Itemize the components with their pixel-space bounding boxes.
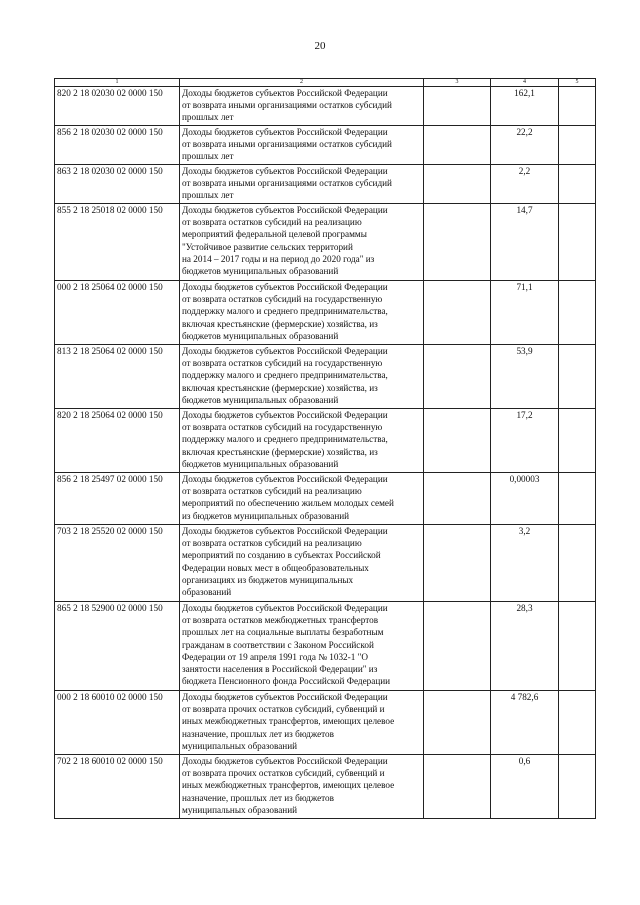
table-body (55, 87, 596, 819)
column-3-cell (424, 281, 491, 345)
column-5-cell (559, 755, 596, 819)
column-5-cell (559, 204, 596, 281)
column-header-1: 1 (55, 79, 180, 87)
description-cell: Доходы бюджетов субъектов Российской Федерации от возврата остатков субсидий на реализацию мероприятий по обеспечению жильем молодых семей из бюджетов муниципальных образований (180, 473, 424, 525)
description-cell: Доходы бюджетов субъектов Российской Федерации от возврата иными организациями остатков субсидий прошлых лет (180, 126, 424, 165)
description-cell: Доходы бюджетов субъектов Российской Федерации от возврата иными организациями остатков субсидий прошлых лет (180, 87, 424, 126)
column-3-cell (424, 602, 491, 691)
table-row (55, 87, 596, 126)
column-5-cell (559, 691, 596, 755)
column-5-cell (559, 281, 596, 345)
code-cell: 856 2 18 02030 02 0000 150 (55, 126, 180, 165)
column-5-cell (559, 126, 596, 165)
table-row (55, 409, 596, 473)
value-cell: 0,00003 (491, 473, 559, 525)
column-3-cell (424, 126, 491, 165)
column-3-cell (424, 409, 491, 473)
column-3-cell (424, 87, 491, 126)
description-cell: Доходы бюджетов субъектов Российской Федерации от возврата прочих остатков субсидий, субвенций и иных межбюджетных трансфертов, имеющих целевое назначение, прошлых лет из бюджетов муниципальных образований (180, 691, 424, 755)
column-5-cell (559, 165, 596, 204)
description-cell: Доходы бюджетов субъектов Российской Федерации от возврата остатков субсидий на государственную поддержку малого и среднего предпринимательства, включая крестьянские (фермерские) хозяйства, из бюджетов муниципальных образований (180, 409, 424, 473)
value-cell: 3,2 (491, 525, 559, 602)
column-3-cell (424, 525, 491, 602)
code-cell: 703 2 18 25520 02 0000 150 (55, 525, 180, 602)
value-cell: 53,9 (491, 345, 559, 409)
value-cell: 0,6 (491, 755, 559, 819)
value-cell: 14,7 (491, 204, 559, 281)
table-row (55, 755, 596, 819)
column-3-cell (424, 473, 491, 525)
value-cell: 4 782,6 (491, 691, 559, 755)
column-5-cell (559, 409, 596, 473)
column-5-cell (559, 87, 596, 126)
value-cell: 28,3 (491, 602, 559, 691)
description-cell: Доходы бюджетов субъектов Российской Федерации от возврата остатков межбюджетных трансфертов прошлых лет на социальные выплаты безработным гражданам в соответствии с Законом Российской Федерации от 19 апреля 1991 года № 1032-1 "О занятости населения в Российской Федерации" из бюджета Пенсионного фонда Российской Федерации (180, 602, 424, 691)
code-cell: 813 2 18 25064 02 0000 150 (55, 345, 180, 409)
code-cell: 000 2 18 25064 02 0000 150 (55, 281, 180, 345)
code-cell: 820 2 18 25064 02 0000 150 (55, 409, 180, 473)
description-cell: Доходы бюджетов субъектов Российской Федерации от возврата остатков субсидий на реализацию мероприятий федеральной целевой программы "Устойчивое развитие сельских территорий на 2014 – 2017 годы и на период до 2020 года" из бюджетов муниципальных образований (180, 204, 424, 281)
table-row (55, 691, 596, 755)
description-cell: Доходы бюджетов субъектов Российской Федерации от возврата остатков субсидий на государственную поддержку малого и среднего предпринимательства, включая крестьянские (фермерские) хозяйства, из бюджетов муниципальных образований (180, 345, 424, 409)
column-3-cell (424, 165, 491, 204)
table-row (55, 165, 596, 204)
column-3-cell (424, 204, 491, 281)
column-5-cell (559, 473, 596, 525)
column-header-2: 2 (180, 79, 424, 87)
table-row (55, 281, 596, 345)
value-cell: 71,1 (491, 281, 559, 345)
value-cell: 162,1 (491, 87, 559, 126)
column-5-cell (559, 525, 596, 602)
column-3-cell (424, 755, 491, 819)
column-header-3: 3 (424, 79, 491, 87)
description-cell: Доходы бюджетов субъектов Российской Федерации от возврата остатков субсидий на государственную поддержку малого и среднего предпринимательства, включая крестьянские (фермерские) хозяйства, из бюджетов муниципальных образований (180, 281, 424, 345)
table-row (55, 473, 596, 525)
column-3-cell (424, 345, 491, 409)
code-cell: 856 2 18 25497 02 0000 150 (55, 473, 180, 525)
page-number: 20 (314, 40, 326, 52)
table-row (55, 525, 596, 602)
budget-table (54, 78, 596, 819)
code-cell: 863 2 18 02030 02 0000 150 (55, 165, 180, 204)
table-row (55, 345, 596, 409)
table-row (55, 602, 596, 691)
table-header-row (55, 79, 596, 87)
code-cell: 820 2 18 02030 02 0000 150 (55, 87, 180, 126)
table-row (55, 126, 596, 165)
column-5-cell (559, 602, 596, 691)
column-5-cell (559, 345, 596, 409)
table-row (55, 204, 596, 281)
description-cell: Доходы бюджетов субъектов Российской Федерации от возврата иными организациями остатков субсидий прошлых лет (180, 165, 424, 204)
code-cell: 000 2 18 60010 02 0000 150 (55, 691, 180, 755)
value-cell: 2,2 (491, 165, 559, 204)
code-cell: 702 2 18 60010 02 0000 150 (55, 755, 180, 819)
code-cell: 865 2 18 52900 02 0000 150 (55, 602, 180, 691)
column-3-cell (424, 691, 491, 755)
value-cell: 17,2 (491, 409, 559, 473)
code-cell: 855 2 18 25018 02 0000 150 (55, 204, 180, 281)
description-cell: Доходы бюджетов субъектов Российской Федерации от возврата прочих остатков субсидий, субвенций и иных межбюджетных трансфертов, имеющих целевое назначение, прошлых лет из бюджетов муниципальных образований (180, 755, 424, 819)
column-header-4: 4 (491, 79, 559, 87)
description-cell: Доходы бюджетов субъектов Российской Федерации от возврата остатков субсидий на реализацию мероприятий по созданию в субъектах Российской Федерации новых мест в общеобразовательных организациях из бюджетов муниципальных образований (180, 525, 424, 602)
value-cell: 22,2 (491, 126, 559, 165)
column-header-5: 5 (559, 79, 596, 87)
